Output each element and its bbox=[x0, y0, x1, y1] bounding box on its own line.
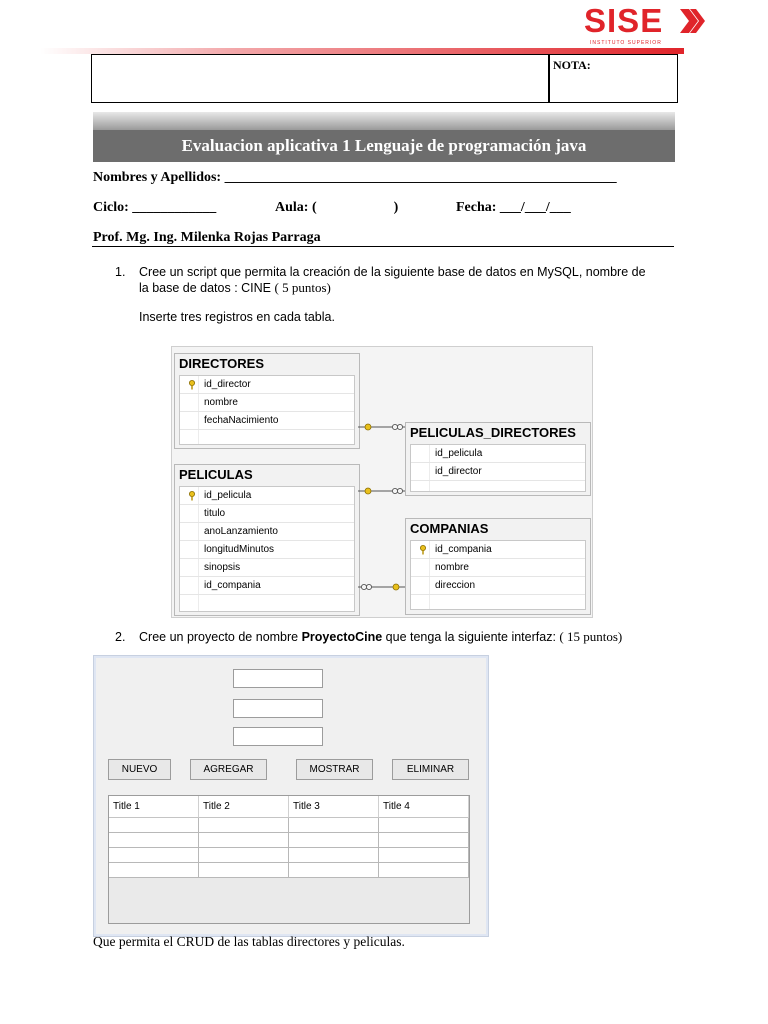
table-cell[interactable] bbox=[199, 863, 289, 878]
er-diagram bbox=[171, 346, 593, 618]
field-nombres: Nombres y Apellidos: ________________________________________________________ bbox=[93, 170, 617, 185]
q1-line2: la base de datos : CINE bbox=[139, 281, 272, 295]
column-header[interactable]: Title 2 bbox=[199, 796, 289, 818]
q2-points: ( 15 puntos) bbox=[559, 629, 623, 644]
table-cell[interactable] bbox=[379, 818, 469, 833]
logo-subtitle: INSTITUTO SUPERIOR bbox=[590, 40, 662, 46]
table-cell[interactable] bbox=[289, 863, 379, 878]
form-mockup bbox=[93, 655, 489, 937]
column-row: id_compania bbox=[180, 577, 354, 595]
table-cell[interactable] bbox=[289, 833, 379, 848]
column-row: id_director bbox=[180, 376, 354, 394]
nota-label: NOTA: bbox=[553, 58, 591, 72]
relationship-lines bbox=[172, 347, 592, 617]
column-row: longitudMinutos bbox=[180, 541, 354, 559]
text-field-3[interactable] bbox=[233, 727, 323, 746]
table-title: DIRECTORES bbox=[179, 356, 264, 371]
exam-title: Evaluacion aplicativa 1 Lenguaje de programación java bbox=[93, 130, 675, 162]
eliminar-button[interactable]: ELIMINAR bbox=[392, 759, 469, 780]
column-row: id_pelicula bbox=[411, 445, 585, 463]
table-cell[interactable] bbox=[199, 833, 289, 848]
field-profesor: Prof. Mg. Ing. Milenka Rojas Parraga bbox=[93, 230, 321, 245]
field-aula: Aula: ( ) bbox=[275, 200, 399, 215]
logo-brand: SISE bbox=[584, 2, 664, 39]
column-row: sinopsis bbox=[180, 559, 354, 577]
column-row: titulo bbox=[180, 505, 354, 523]
text-field-1[interactable] bbox=[233, 669, 323, 688]
nuevo-button[interactable]: NUEVO bbox=[108, 759, 171, 780]
table-cell[interactable] bbox=[109, 833, 199, 848]
column-row: id_director bbox=[411, 463, 585, 481]
agregar-button[interactable]: AGREGAR bbox=[190, 759, 267, 780]
q1-note: Inserte tres registros en cada tabla. bbox=[139, 310, 335, 324]
column-row: fechaNacimiento bbox=[180, 412, 354, 430]
table-cell[interactable] bbox=[379, 863, 469, 878]
column-header[interactable]: Title 4 bbox=[379, 796, 469, 818]
table-cell[interactable] bbox=[289, 848, 379, 863]
sise-logo bbox=[584, 4, 708, 50]
divider-line bbox=[92, 246, 674, 247]
q1-line1: Cree un script que permita la creación de la siguiente base de datos en MySQL, nombre de bbox=[139, 265, 646, 279]
table-cell[interactable] bbox=[199, 818, 289, 833]
table-title: PELICULAS bbox=[179, 467, 253, 482]
table-cell[interactable] bbox=[109, 848, 199, 863]
table-cell[interactable] bbox=[379, 833, 469, 848]
column-header[interactable]: Title 1 bbox=[109, 796, 199, 818]
q2-text: Cree un proyecto de nombre ProyectoCine que tenga la siguiente interfaz: ( 15 puntos) bbox=[139, 629, 623, 644]
column-row: id_pelicula bbox=[180, 487, 354, 505]
q1-points: ( 5 puntos) bbox=[274, 280, 331, 295]
field-ciclo: Ciclo: ____________ bbox=[93, 200, 217, 215]
footer-text: Que permita el CRUD de las tablas directores y peliculas. bbox=[93, 934, 405, 949]
data-table bbox=[108, 795, 470, 924]
key-connector-icon bbox=[365, 424, 399, 590]
table-cell[interactable] bbox=[199, 848, 289, 863]
infinity-connector-icon bbox=[361, 424, 402, 589]
column-row: anoLanzamiento bbox=[180, 523, 354, 541]
logo-chevron-icon bbox=[680, 9, 706, 33]
column-row: nombre bbox=[180, 394, 354, 412]
column-row: nombre bbox=[411, 559, 585, 577]
column-row: direccion bbox=[411, 577, 585, 595]
mostrar-button[interactable]: MOSTRAR bbox=[296, 759, 373, 780]
field-fecha: Fecha: ___/___/___ bbox=[456, 200, 571, 215]
table-cell[interactable] bbox=[109, 818, 199, 833]
q2-number: 2. bbox=[115, 630, 126, 644]
table-cell[interactable] bbox=[379, 848, 469, 863]
table-title: COMPANIAS bbox=[410, 521, 489, 536]
banner-gradient bbox=[93, 112, 675, 130]
column-header[interactable]: Title 3 bbox=[289, 796, 379, 818]
student-box bbox=[91, 54, 549, 103]
table-cell[interactable] bbox=[289, 818, 379, 833]
q1-number: 1. bbox=[115, 265, 126, 279]
q2-project-name: ProyectoCine bbox=[301, 630, 383, 644]
table-title: PELICULAS_DIRECTORES bbox=[410, 425, 576, 440]
q1-text bbox=[139, 264, 669, 296]
table-cell[interactable] bbox=[109, 863, 199, 878]
column-row: id_compania bbox=[411, 541, 585, 559]
text-field-2[interactable] bbox=[233, 699, 323, 718]
